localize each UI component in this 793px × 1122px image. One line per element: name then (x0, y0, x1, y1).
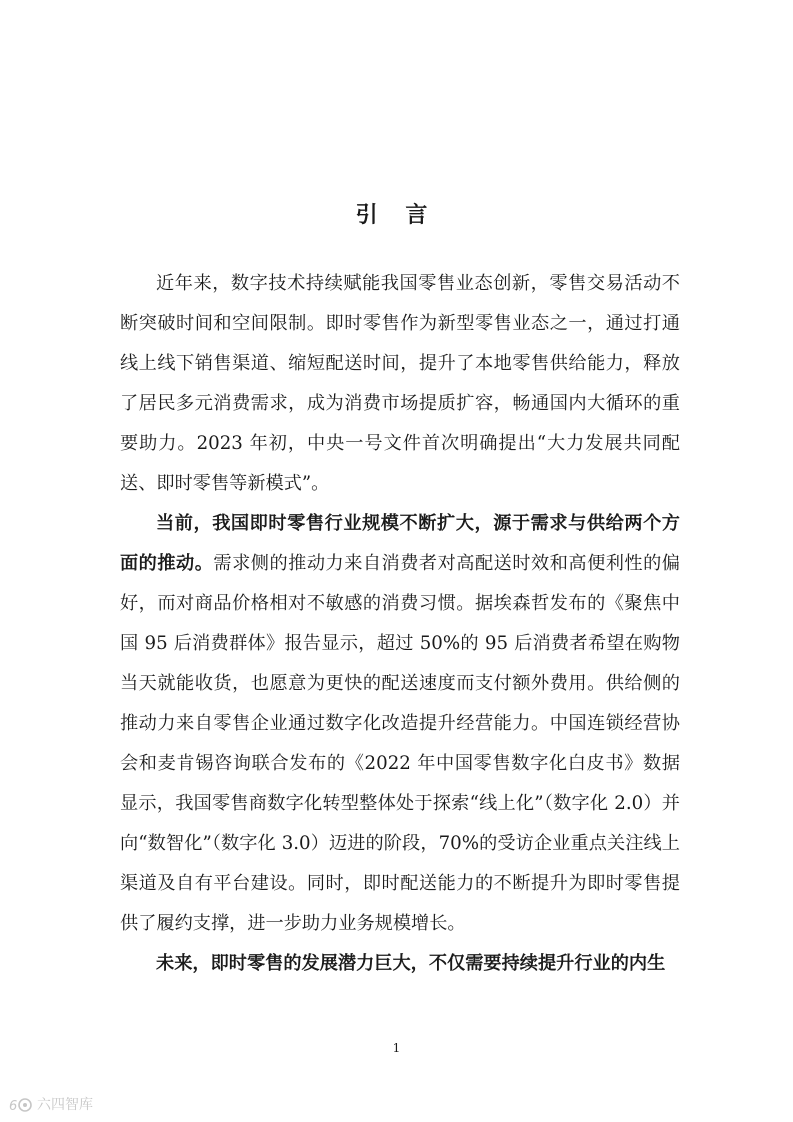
body-text (120, 264, 680, 984)
svg-text:6: 6 (9, 1099, 18, 1114)
paragraph-3-lead: 未来，即时零售的发展潜力巨大，不仅需要持续提升行业的内生 (156, 953, 666, 974)
paragraph-2-lead: 当前，我国即时零售行业规模不断扩大，源于需求与供给两个方面的推动。 (120, 513, 680, 574)
watermark-logo-icon (8, 1096, 34, 1114)
paragraph-2-text: 需求侧的推动力来自消费者对高配送时效和高便利性的偏好，而对商品价格相对不敏感的消费习惯。据埃森哲发布的《聚焦中国 95 后消费群体》报告显示，超过 50%的 95 后消费者希望在购物当天就能收货，也愿意为更快的配送速度而支付额外费用。供给侧的推动力来自零售企业通过数字化改造提升经营能力。中国连锁经营协会和麦肯锡咨询联合发布的《2022 年中国零售数字化白皮书》数据显示，我国零售商数字化转型整体处于探索“线上化”（数字化 2.0）并向“数智化”（数字化 3.0）迈进的阶段，70%的受访企业重点关注线上渠道及自有平台建设。同时，即时配送能力的不断提升为即时零售提供了履约支撑，进一步助力业务规模增长。 (120, 553, 680, 934)
paragraph-2 (120, 504, 680, 944)
watermark-text: 六四智库 (37, 1097, 93, 1113)
paragraph-1-text: 近年来，数字技术持续赋能我国零售业态创新，零售交易活动不断突破时间和空间限制。即时零售作为新型零售业态之一，通过打通线上线下销售渠道、缩短配送时间，提升了本地零售供给能力，释放了居民多元消费需求，成为消费市场提质扩容，畅通国内大循环的重要助力。2023 年初，中央一号文件首次明确提出“大力发展共同配送、即时零售等新模式”。 (120, 273, 680, 494)
paragraph-1 (120, 264, 680, 504)
page-title: 引 言 (355, 203, 438, 228)
page-number: 1 (392, 1041, 401, 1055)
watermark (8, 1096, 93, 1114)
paragraph-3 (120, 944, 680, 984)
